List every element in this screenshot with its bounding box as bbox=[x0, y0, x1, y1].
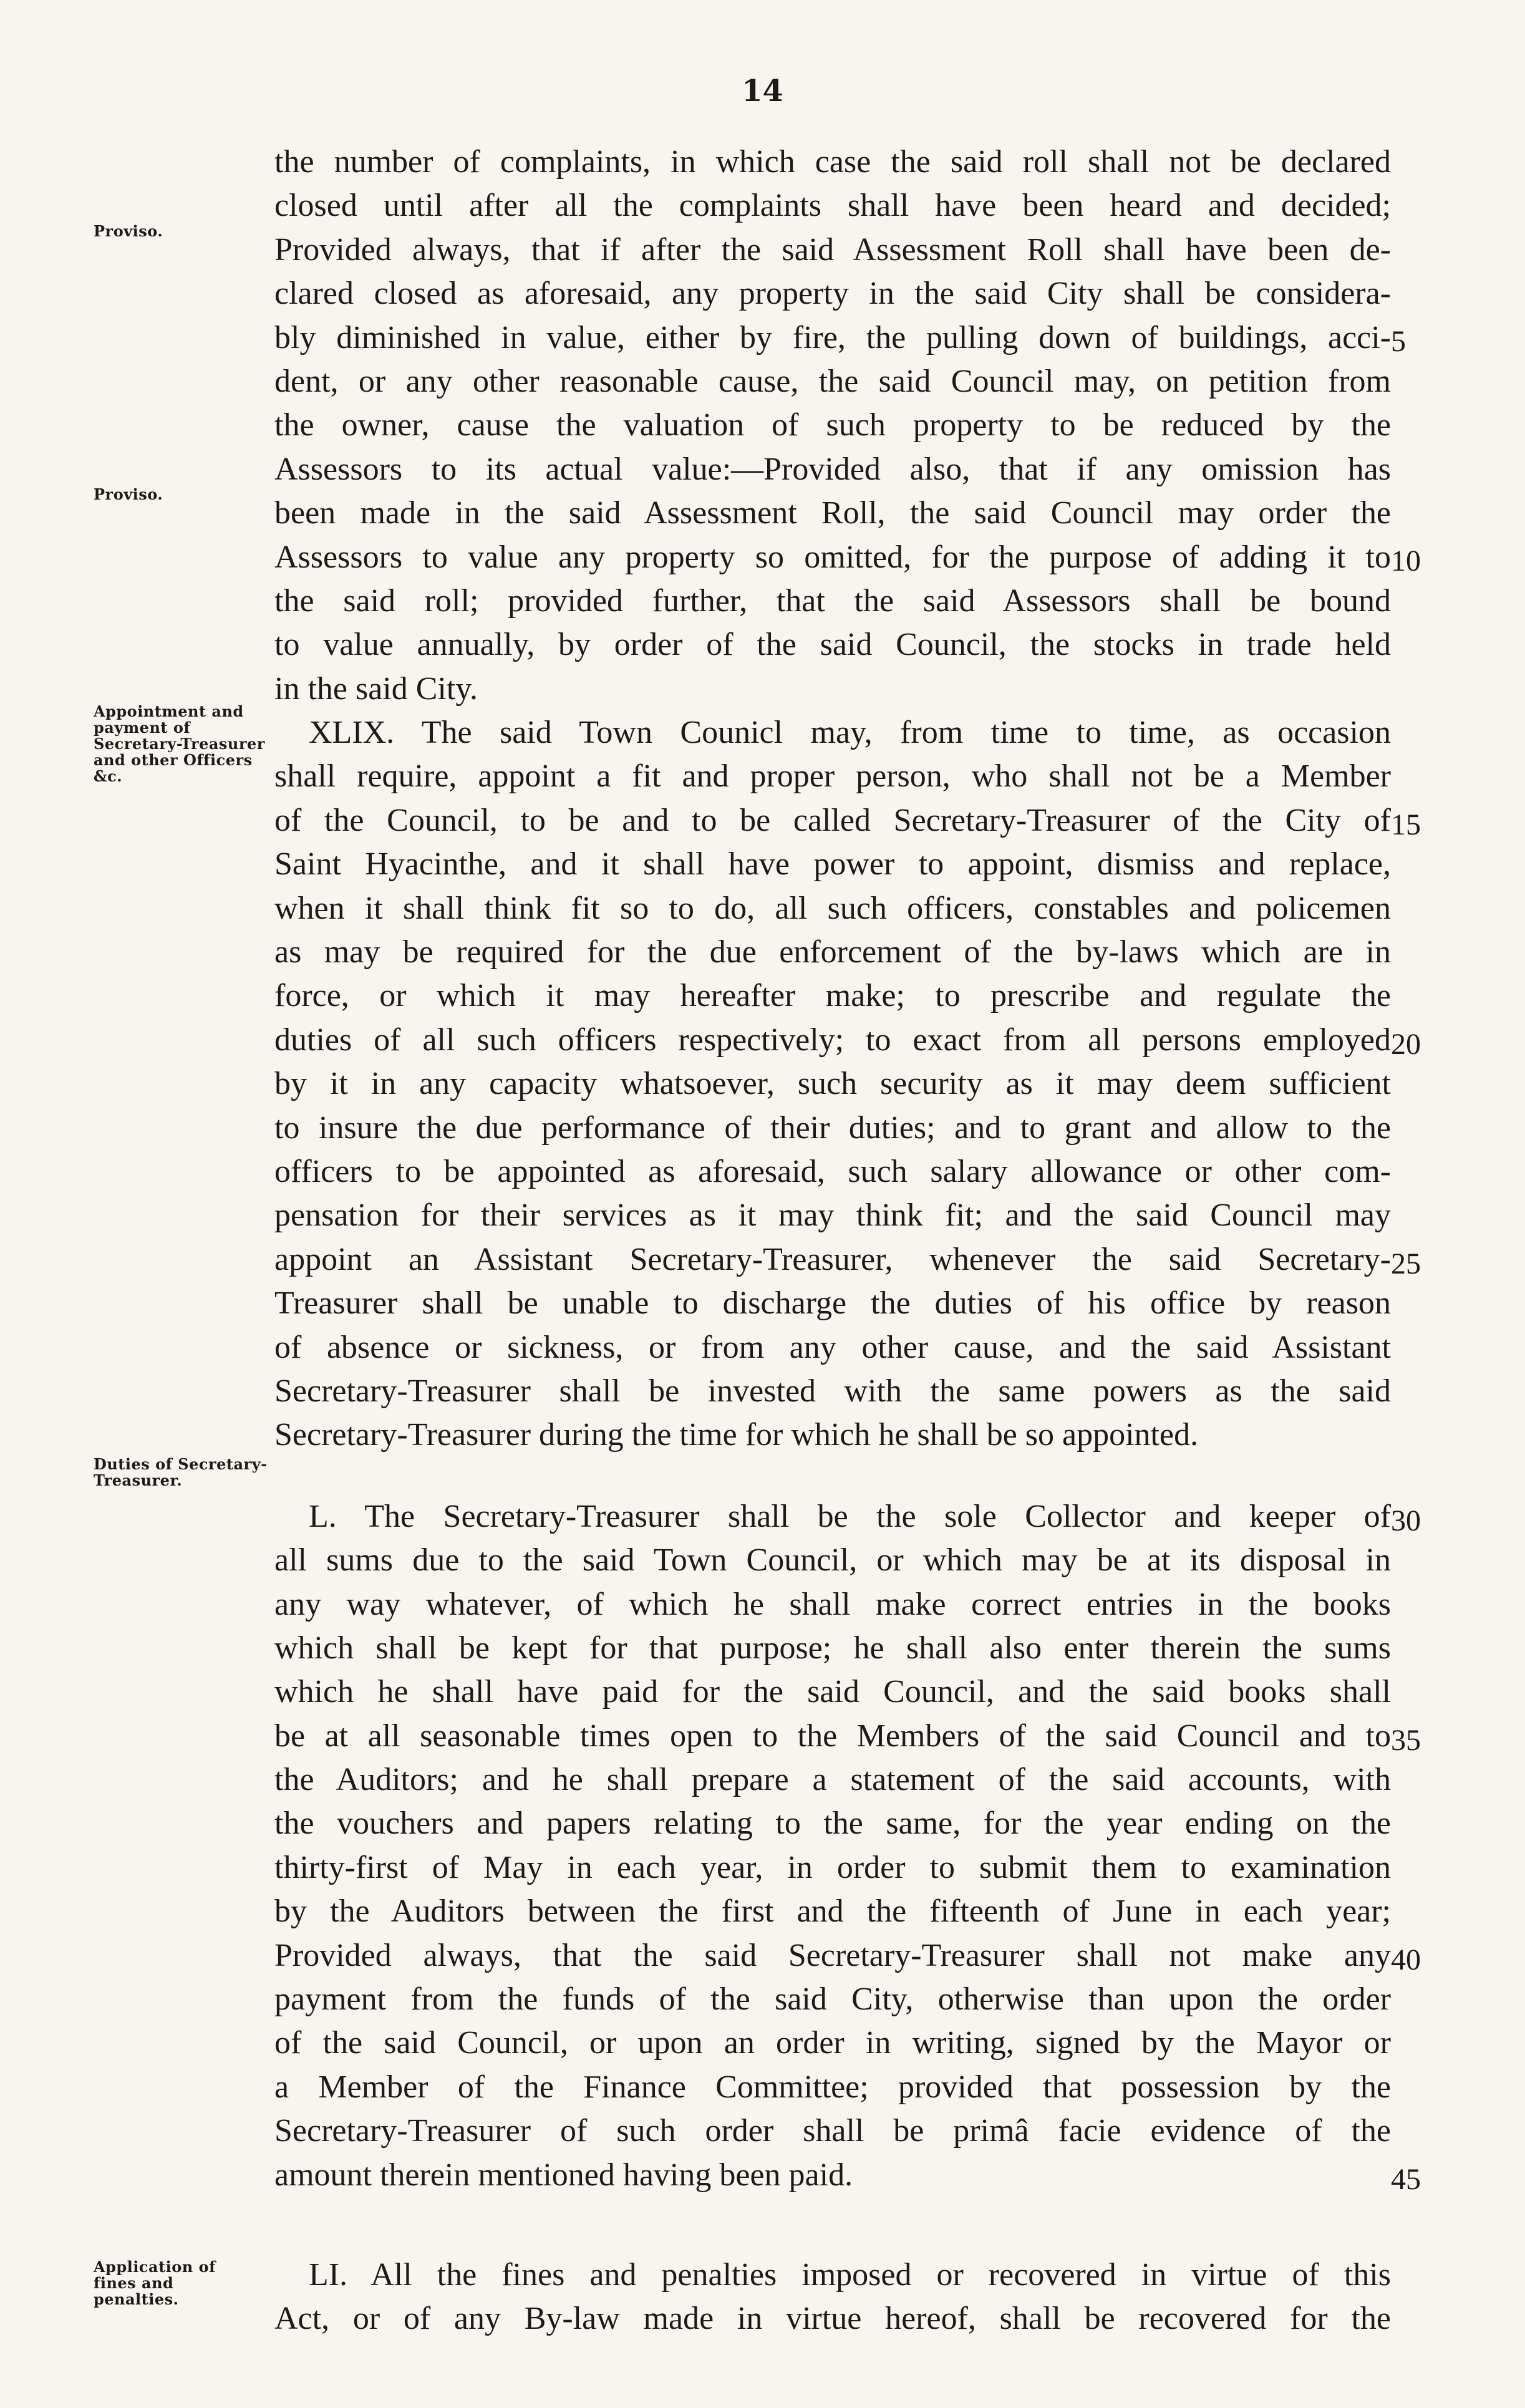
body-text bbox=[274, 140, 1391, 2341]
text-line: clared closed as aforesaid, any property in the said City shall be considera- bbox=[274, 276, 1391, 312]
text-line: when it shall think fit so to do, all such officers, constables and policemen bbox=[274, 890, 1391, 926]
text-line: force, or which it may hereafter make; to prescribe and regulate the bbox=[274, 978, 1391, 1014]
text-line: to insure the due performance of their duties; and to grant and allow to the bbox=[274, 1110, 1391, 1146]
margin-note-proviso-1: Proviso. bbox=[94, 222, 163, 240]
text-line: the Auditors; and he shall prepare a statement of the said accounts, with bbox=[274, 1762, 1391, 1798]
text-line: the said roll; provided further, that the said Assessors shall be bound bbox=[274, 583, 1391, 619]
text-line: payment from the funds of the said City, otherwise than upon the order bbox=[274, 1981, 1391, 2018]
line-number: 10 bbox=[1391, 544, 1421, 578]
line-number: 5 bbox=[1391, 325, 1406, 358]
text-line: in the said City. bbox=[274, 670, 478, 707]
text-line: the owner, cause the valuation of such property to be reduced by the bbox=[274, 407, 1391, 443]
text-line: officers to be appointed as aforesaid, such salary allowance or other com- bbox=[274, 1153, 1391, 1189]
text-line: Provided always, that if after the said Assessment Roll shall have been de- bbox=[274, 231, 1391, 268]
text-line: all sums due to the said Town Council, or which may be at its disposal in bbox=[274, 1542, 1391, 1579]
text-line: of the Council, to be and to be called Secretary-Treasurer of the City of bbox=[274, 802, 1391, 838]
text-line: which shall be kept for that purpose; he shall also enter therein the sums bbox=[274, 1630, 1391, 1666]
line-number: 30 bbox=[1391, 1504, 1421, 1537]
text-line: dent, or any other reasonable cause, the said Council may, on petition from bbox=[274, 363, 1391, 399]
line-number: 45 bbox=[1391, 2163, 1421, 2196]
section-xlix-start: XLIX. The said Town Counicl may, from time to time, as occasion bbox=[309, 715, 1391, 751]
text-line: amount therein mentioned having been paid. bbox=[274, 2157, 853, 2193]
text-line: Assessors to its actual value:—Provided also, that if any omission has bbox=[274, 451, 1391, 487]
line-number: 40 bbox=[1391, 1943, 1421, 1976]
text-line: Secretary-Treasurer during the time for which he shall be so appointed. bbox=[274, 1417, 1199, 1453]
section-gap bbox=[274, 1458, 1391, 1495]
text-line: Act, or of any By-law made in virtue hereof, shall be recovered for the bbox=[274, 2301, 1391, 2337]
text-line: bly diminished in value, either by fire, the pulling down of buildings, acci- bbox=[274, 319, 1391, 355]
text-line: pensation for their services as it may think fit; and the said Council may bbox=[274, 1197, 1391, 1234]
text-line: by it in any capacity whatsoever, such security as it may deem sufficient bbox=[274, 1066, 1391, 1102]
text-line: as may be required for the due enforcement of the by-laws which are in bbox=[274, 934, 1391, 970]
text-line: appoint an Assistant Secretary-Treasurer, whenever the said Secretary- bbox=[274, 1241, 1391, 1277]
section-li-start: LI. All the fines and penalties imposed or recovered in virtue of this bbox=[309, 2256, 1391, 2293]
margin-note-application: Application of fines and penalties. bbox=[94, 2258, 216, 2308]
text-line: the number of complaints, in which case the said roll shall not be declared bbox=[274, 144, 1391, 180]
text-line: any way whatever, of which he shall make correct entries in the books bbox=[274, 1586, 1391, 1622]
text-line: Treasurer shall be unable to discharge the duties of his office by reason bbox=[274, 1285, 1391, 1322]
text-line: duties of all such officers respectively; to exact from all persons employed bbox=[274, 1022, 1391, 1058]
text-line: by the Auditors between the first and the fifteenth of June in each year; bbox=[274, 1893, 1391, 1930]
line-number: 20 bbox=[1391, 1028, 1421, 1061]
text-line: Assessors to value any property so omitted, for the purpose of adding it to bbox=[274, 539, 1391, 575]
margin-note-proviso-2: Proviso. bbox=[94, 485, 163, 503]
line-number: 35 bbox=[1391, 1724, 1421, 1757]
text-line: Provided always, that the said Secretary-Treasurer shall not make any bbox=[274, 1937, 1391, 1973]
text-line: Secretary-Treasurer of such order shall be primâ facie evidence of the bbox=[274, 2113, 1391, 2149]
text-line: be at all seasonable times open to the Members of the said Council and to bbox=[274, 1718, 1391, 1754]
text-line: a Member of the Finance Committee; provided that possession by the bbox=[274, 2069, 1391, 2105]
line-number: 15 bbox=[1391, 808, 1421, 841]
text-line: to value annually, by order of the said Council, the stocks in trade held bbox=[274, 627, 1391, 663]
text-line: Secretary-Treasurer shall be invested with the same powers as the said bbox=[274, 1373, 1391, 1409]
margin-note-duties: Duties of Secretary-Treasurer. bbox=[94, 1455, 268, 1489]
section-l-start: L. The Secretary-Treasurer shall be the sole Collector and keeper of bbox=[309, 1498, 1391, 1534]
line-number: 25 bbox=[1391, 1247, 1421, 1280]
text-line: been made in the said Assessment Roll, the said Council may order the bbox=[274, 495, 1391, 531]
page-number: 14 bbox=[742, 74, 783, 109]
text-line: which he shall have paid for the said Council, and the said books shall bbox=[274, 1674, 1391, 1710]
text-line: of the said Council, or upon an order in writing, signed by the Mayor or bbox=[274, 2025, 1391, 2061]
margin-note-appointment: Appointment and payment of Secretary-Treasurer and other Officers &c. bbox=[94, 702, 265, 785]
text-line: thirty-first of May in each year, in order to submit them to examination bbox=[274, 1849, 1391, 1885]
text-line: shall require, appoint a fit and proper person, who shall not be a Member bbox=[274, 758, 1391, 795]
text-line: the vouchers and papers relating to the same, for the year ending on the bbox=[274, 1806, 1391, 1842]
text-line: Saint Hyacinthe, and it shall have power to appoint, dismiss and replace, bbox=[274, 846, 1391, 882]
section-gap bbox=[274, 2197, 1391, 2253]
text-line: of absence or sickness, or from any other cause, and the said Assistant bbox=[274, 1329, 1391, 1365]
text-line: closed until after all the complaints shall have been heard and decided; bbox=[274, 188, 1391, 224]
